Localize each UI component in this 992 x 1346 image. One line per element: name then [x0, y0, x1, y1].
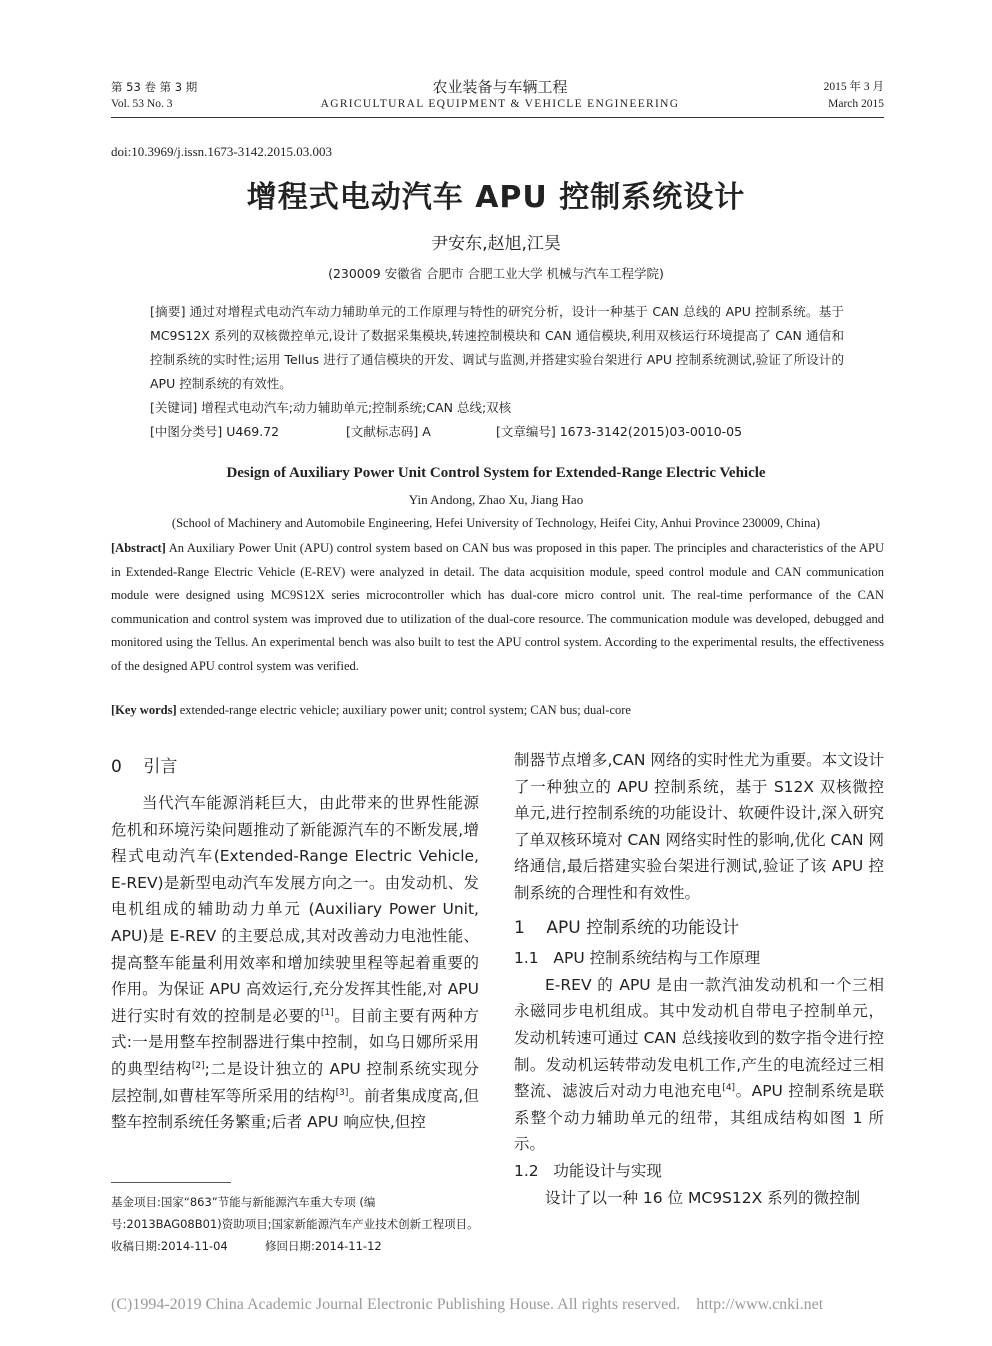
section-heading-intro: 0 引言 — [111, 757, 178, 777]
text-run: 。APU 控制系统是联系整个动力辅助单元的纽带，其组成结构如图 1 所示。 — [514, 1082, 884, 1154]
section-heading-1-1: 1.1 APU 控制系统结构与工作原理 — [514, 949, 761, 968]
issue-info — [111, 79, 197, 113]
keywords-en-label: [Key words] — [111, 703, 177, 717]
footnote — [111, 1191, 481, 1257]
abstract-en — [111, 537, 884, 678]
text-run: 当代汽车能源消耗巨大，由此带来的世界性能源危机和环境污染问题推动了新能源汽车的不断发展,增程式电动汽车(Extended-Range Electric Vehicle, E-REV)是新型电动汽车发展方向之一。由发动机、发电机组成的辅助动力单元 (Auxiliary Power Unit, APU)是 E-REV 的主要总成,其对改善动力电池性能、提高整车能量利用效率和增加续驶里程等起着重要的作用。为保证 APU 高效运行,充分发挥其性能,对 APU 进行实时有效的控制是必要的 — [111, 794, 479, 1025]
abstract-cn: [摘要] 通过对增程式电动汽车动力辅助单元的工作原理与特性的研究分析，设计一种基于 CAN 总线的 APU 控制系统。基于 MC9S12X 系列的双核微控单元,设计了数据采集模块,转速控制模块和 CAN 通信模块,利用双核运行环境提高了 CAN 通信和控制系统的实时性;运用 Tellus 进行了通信模块的开发、调试与监测,并搭建实验台架进行 APU 控制系统测试,验证了所设计的 APU 控制系统的有效性。 — [150, 304, 844, 391]
text-run: ;二是设计独立的 APU 控制系统实现分层控制,如曹桂军等所采用的结构 — [111, 1059, 479, 1105]
document-code: [文献标志码] A — [346, 424, 431, 439]
article-number: [文章编号] 1673-3142(2015)03-0010-05 — [496, 424, 743, 439]
intro-paragraph-cont: 制器节点增多,CAN 网络的实时性尤为重要。本文设计了一种独立的 APU 控制系统，基于 S12X 双核微控单元,进行控制系统的功能设计、软硬件设计,深入研究了单双核环境对 CAN 网络实时性的影响,优化 CAN 网络通信,最后搭建实验台架进行测试,验证了该 APU 控制系统的合理性和有效性。 — [514, 751, 884, 902]
issue-date — [824, 79, 884, 113]
paragraph-1-1 — [514, 972, 884, 1158]
copyright-notice: (C)1994-2019 China Academic Journal Electronic Publishing House. All rights reserved. http://www.cnki.net — [111, 1296, 824, 1313]
text-run: E-REV 的 APU 是由一款汽油发动机和一个三相永磁同步电机组成。其中发动机自带电子控制单元，发动机转速可通过 CAN 总线接收到的数字指令进行控制。发动机运转带动发电机工作,产生的电流经过三相整流、滤波后对动力电池充电 — [514, 975, 884, 1101]
intro-paragraph — [111, 790, 479, 1136]
citation-2[interactable]: [2] — [191, 1060, 205, 1071]
citation-4[interactable]: [4] — [722, 1082, 736, 1093]
affiliation-cn: (230009 安徽省 合肥市 合肥工业大学 机械与汽车工程学院) — [328, 266, 664, 281]
abstract-en-label: [Abstract] — [111, 541, 166, 555]
journal-name — [300, 78, 700, 112]
dates-note — [111, 1235, 481, 1257]
footnote-divider — [111, 1182, 231, 1183]
doi[interactable]: doi:10.3969/j.issn.1673-3142.2015.03.003 — [111, 144, 333, 159]
abstract-en-block — [111, 537, 884, 678]
classification-row — [150, 420, 844, 444]
paper-title-cn: 增程式电动汽车 APU 控制系统设计 — [246, 180, 746, 215]
date-cn: 2015 年 3 月 — [823, 81, 884, 93]
journal-name-cn: 农业装备与车辆工程 — [432, 78, 568, 96]
volume-en: Vol. 53 No. 3 — [111, 98, 173, 110]
journal-name-en: AGRICULTURAL EQUIPMENT & VEHICLE ENGINEERING — [320, 98, 680, 110]
revised-date: 修回日期:2014-11-12 — [265, 1239, 382, 1253]
abstract-en-text: An Auxiliary Power Unit (APU) control system based on CAN bus was proposed in this paper. The principles and characteristics of the APU in Extended-Range Electric Vehicle (E-REV) were analyzed in detail. The data acquisition module, speed control module and CAN communication module were designed using MC9S12X series microcontroller which has dual-core micro control unit. The real-time performance of the CAN communication and control system was improved due to utilization of the dual-core resource. The communication module was developed, debugged and monitored using the Tellus. An experimental bench was also built to test the APU control system. According to the experimental results, the effectiveness of the designed APU control system was verified. — [111, 541, 884, 673]
received-date: 收稿日期:2014-11-04 — [111, 1239, 228, 1253]
volume-cn: 第 53 卷 第 3 期 — [111, 80, 198, 94]
clc-number: [中图分类号] U469.72 — [150, 424, 280, 439]
section-heading-1-2: 1.2 功能设计与实现 — [514, 1161, 662, 1180]
date-en: March 2015 — [828, 98, 884, 110]
body-right-column — [514, 747, 884, 1211]
keywords-en — [111, 703, 884, 718]
header-divider — [111, 117, 884, 118]
authors-en: Yin Andong, Zhao Xu, Jiang Hao — [408, 492, 584, 507]
text-run: 。前者集成度高,但整车控制系统任务繁重;后者 APU 响应快,但控 — [111, 1086, 479, 1132]
paper-title-en: Design of Auxiliary Power Unit Control System for Extended-Range Electric Vehicle — [226, 465, 766, 481]
affiliation-en: (School of Machinery and Automobile Engineering, Hefei University of Technology, Heifei City, Anhui Province 230009, China) — [171, 516, 821, 530]
citation-3[interactable]: [3] — [335, 1087, 349, 1098]
abstract-cn-block — [150, 300, 844, 444]
keywords-cn: [关键词] 增程式电动汽车;动力辅助单元;控制系统;CAN 总线;双核 — [150, 400, 512, 415]
body-left-column — [111, 790, 479, 1136]
paragraph-1-2: 设计了以一种 16 位 MC9S12X 系列的微控制 — [545, 1188, 861, 1207]
authors-cn: 尹安东,赵旭,江昊 — [431, 234, 561, 254]
keywords-en-text: extended-range electric vehicle; auxiliary power unit; control system; CAN bus; dual-core — [176, 703, 631, 717]
section-heading-1: 1 APU 控制系统的功能设计 — [514, 917, 740, 938]
citation-1[interactable]: [1] — [320, 1007, 334, 1018]
funding-note: 基金项目:国家“863”节能与新能源汽车重大专项 (编号:2013BAG08B01)资助项目;国家新能源汽车产业技术创新工程项目。 — [111, 1195, 479, 1231]
text-run: 。目前主要有两种方式:一是用整车控制器进行集中控制，如乌日娜所采用的典型结构 — [111, 1006, 479, 1078]
